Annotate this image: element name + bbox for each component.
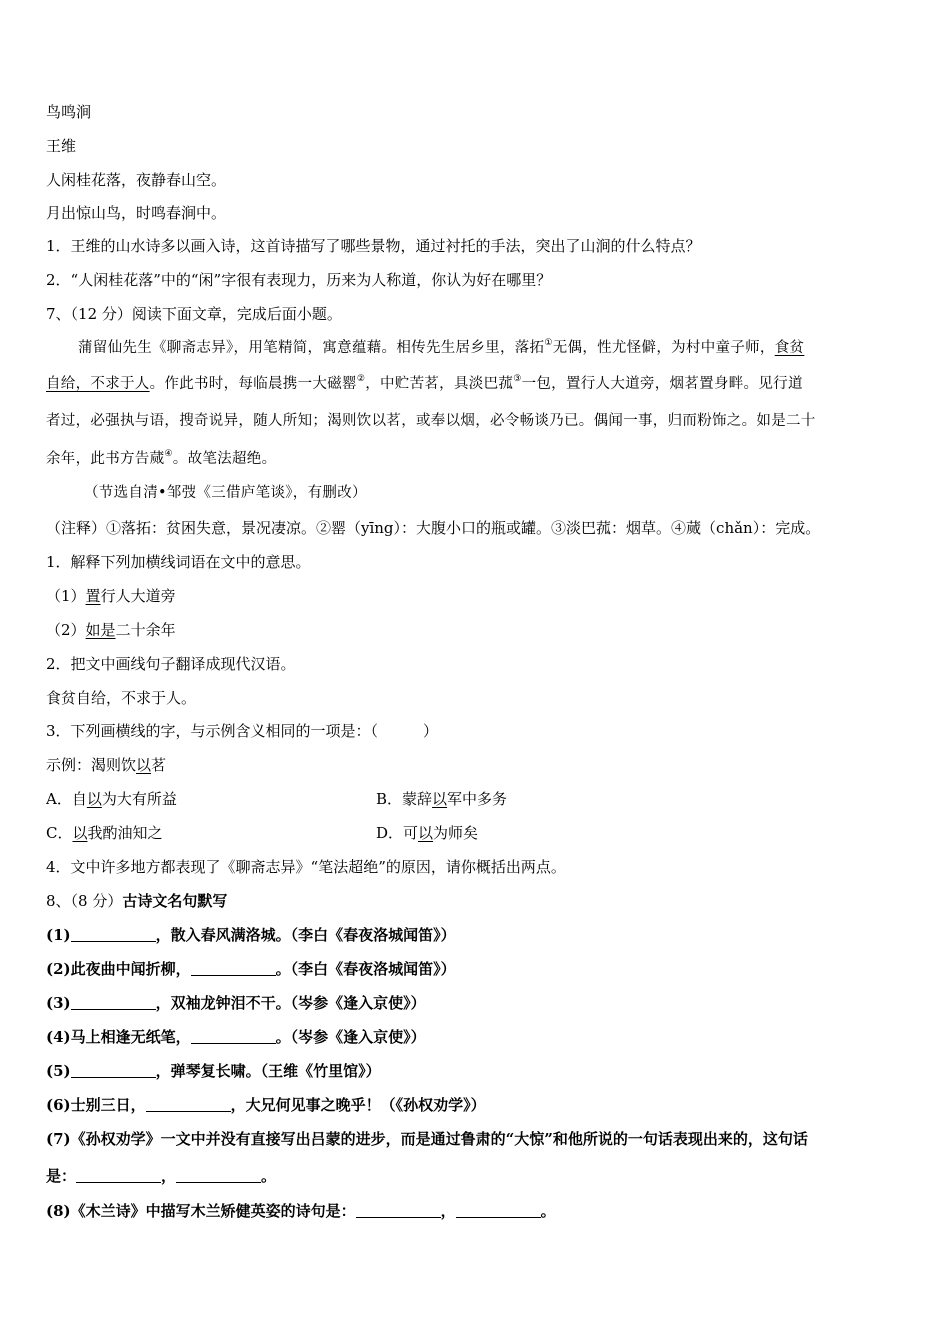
section7-heading: 7、（12 分）阅读下面文章，完成后面小题。 — [46, 305, 342, 323]
recite-item-2: (2)此夜曲中闻折柳， 。（李白《春夜洛城闻笛》） — [46, 960, 456, 978]
recite-item-5: (5) ，弹琴复长啸。（王维《竹里馆》） — [46, 1062, 381, 1080]
recite-item-3: (3) ，双袖龙钟泪不干。（岑参《逢入京使》） — [46, 994, 426, 1012]
underlined-phrase: 食贫 — [774, 340, 805, 356]
s7-question-2: 2．把文中画线句子翻译成现代汉语。 — [46, 655, 296, 673]
option-a: A．自以为大有所益 — [46, 790, 177, 808]
answer-blank[interactable] — [71, 995, 156, 1010]
poem-title: 鸟鸣涧 — [46, 103, 92, 121]
recite-item-1: (1) ，散入春风满洛城。（李白《春夜洛城闻笛》） — [46, 926, 456, 944]
s7-question-3-example: 示例：渴则饮以茗 — [46, 756, 167, 774]
poem-line-1: 人闲桂花落，夜静春山空。 — [46, 171, 227, 189]
section8-heading: 8、（8 分）古诗文名句默写 — [46, 892, 228, 910]
passage-line-2: 自给，不求于人。作此书时，每临晨携一大磁罂②，中贮苦茗，具淡巴菰③一包，置行人大道旁，烟茗置身畔。见行道 — [46, 374, 803, 392]
answer-blank[interactable] — [76, 1168, 161, 1183]
option-b: B．蒙辞以军中多务 — [376, 790, 508, 808]
answer-blank[interactable] — [456, 1203, 541, 1218]
answer-blank[interactable] — [71, 927, 156, 942]
option-d: D．可以为师矣 — [376, 824, 479, 842]
answer-blank[interactable] — [191, 1029, 276, 1044]
recite-item-4: (4)马上相逢无纸笔， 。（岑参《逢入京使》） — [46, 1028, 426, 1046]
underlined-phrase: 自给，不求于人 — [46, 376, 150, 392]
s7-question-4: 4．文中许多地方都表现了《聊斋志异》“笔法超绝”的原因，请你概括出两点。 — [46, 858, 566, 876]
s7-question-3: 3．下列画横线的字，与示例含义相同的一项是：（ ） — [46, 722, 439, 740]
passage-line-4: 余年，此书方告蒇④。故笔法超绝。 — [46, 449, 277, 467]
answer-blank[interactable] — [176, 1168, 261, 1183]
answer-blank[interactable] — [356, 1203, 441, 1218]
poem-question-2: 2．“人闲桂花落”中的“闲”字很有表现力，历来为人称道，你认为好在哪里？ — [46, 271, 552, 289]
recite-item-8: (8)《木兰诗》中描写木兰矫健英姿的诗句是： ， 。 — [46, 1202, 556, 1220]
answer-blank[interactable] — [146, 1097, 231, 1112]
poem-author: 王维 — [46, 137, 77, 155]
recite-item-7-line-2: 是： ， 。 — [46, 1167, 277, 1185]
recite-item-7-line-1: (7)《孙权劝学》一文中并没有直接写出吕蒙的进步，而是通过鲁肃的“大惊”和他所说的一句话表现出来的，这句话 — [46, 1130, 808, 1148]
answer-blank[interactable] — [191, 961, 276, 976]
passage-line-1: 蒲留仙先生《聊斋志异》，用笔精简，寓意蕴藉。相传先生居乡里，落拓①无偶，性尤怪僻，为村中童子师，食贫 — [78, 338, 805, 356]
poem-line-2: 月出惊山鸟，时鸣春涧中。 — [46, 204, 227, 222]
s7-question-1-item-2: （2）如是二十余年 — [46, 621, 176, 639]
passage-line-3: 者过，必强执与语，搜奇说异，随人所知；渴则饮以茗，或奉以烟，必令畅谈乃已。偶闻一事，归而粉饰之。如是二十 — [46, 413, 816, 429]
s7-question-2-sentence: 食贫自给，不求于人。 — [46, 689, 197, 707]
answer-blank[interactable] — [71, 1063, 156, 1078]
option-c: C．以我酌油知之 — [46, 824, 163, 842]
passage-notes: （注释）①落拓：贫困失意，景况凄凉。②罂（yīng）：大腹小口的瓶或罐。③淡巴菰：烟草。④蒇（chǎn）：完成。 — [46, 519, 821, 537]
s7-question-1-item-1: （1）置行人大道旁 — [46, 587, 176, 605]
poem-question-1: 1．王维的山水诗多以画入诗，这首诗描写了哪些景物，通过衬托的手法，突出了山涧的什么特点？ — [46, 237, 701, 255]
recite-item-6: (6)士别三日， ，大兄何见事之晚乎！（《孙权劝学》） — [46, 1096, 486, 1114]
s7-question-1: 1．解释下列加横线词语在文中的意思。 — [46, 553, 311, 571]
passage-source: （节选自清•邹弢《三借庐笔谈》，有删改） — [84, 485, 367, 501]
